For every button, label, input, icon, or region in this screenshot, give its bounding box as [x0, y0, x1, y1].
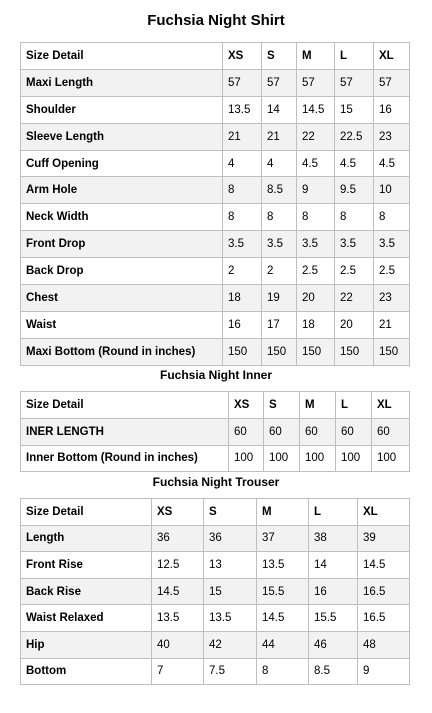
measurement-value: 8: [335, 204, 374, 231]
table-row: [21, 605, 410, 632]
measurement-label: INER LENGTH: [21, 418, 229, 445]
measurement-value: 8: [262, 204, 297, 231]
measurement-value: 21: [223, 123, 262, 150]
measurement-value: 150: [297, 338, 335, 365]
measurement-label: Maxi Length: [21, 69, 223, 96]
measurement-label: Inner Bottom (Round in inches): [21, 445, 229, 472]
measurement-value: 8: [223, 204, 262, 231]
measurement-value: 18: [223, 285, 262, 312]
measurement-value: 2: [223, 258, 262, 285]
measurement-value: 100: [372, 445, 410, 472]
measurement-value: 14.5: [358, 552, 410, 579]
measurement-value: 13.5: [223, 96, 262, 123]
measurement-value: 8.5: [262, 177, 297, 204]
size-column-header: XS: [152, 499, 204, 526]
measurement-value: 60: [229, 418, 264, 445]
measurement-value: 36: [152, 525, 204, 552]
measurement-value: 57: [262, 69, 297, 96]
measurement-value: 2.5: [374, 258, 410, 285]
measurement-value: 9: [297, 177, 335, 204]
table-row: [21, 69, 410, 96]
size-column-header: S: [264, 392, 300, 419]
table-row: [21, 150, 410, 177]
measurement-value: 2: [262, 258, 297, 285]
size-detail-header: Size Detail: [21, 43, 223, 70]
measurement-value: 2.5: [335, 258, 374, 285]
measurement-value: 13: [204, 552, 257, 579]
measurement-value: 4.5: [374, 150, 410, 177]
measurement-value: 23: [374, 285, 410, 312]
trouser-size-table: [20, 498, 410, 685]
measurement-value: 3.5: [262, 231, 297, 258]
measurement-value: 4: [262, 150, 297, 177]
size-column-header: S: [204, 499, 257, 526]
measurement-value: 7: [152, 658, 204, 685]
measurement-value: 23: [374, 123, 410, 150]
table-row: [21, 285, 410, 312]
size-column-header: XL: [374, 43, 410, 70]
size-detail-header: Size Detail: [21, 499, 152, 526]
table-row: [21, 631, 410, 658]
measurement-value: 8: [297, 204, 335, 231]
table-row: [21, 338, 410, 365]
measurement-value: 40: [152, 631, 204, 658]
size-column-header: M: [300, 392, 336, 419]
measurement-value: 8: [374, 204, 410, 231]
measurement-label: Sleeve Length: [21, 123, 223, 150]
measurement-value: 16: [223, 311, 262, 338]
measurement-value: 8: [257, 658, 309, 685]
measurement-value: 150: [223, 338, 262, 365]
measurement-value: 20: [297, 285, 335, 312]
measurement-value: 36: [204, 525, 257, 552]
measurement-label: Back Drop: [21, 258, 223, 285]
size-column-header: XL: [372, 392, 410, 419]
measurement-label: Back Rise: [21, 578, 152, 605]
inner-size-table: [20, 391, 410, 472]
measurement-value: 15: [204, 578, 257, 605]
measurement-value: 100: [229, 445, 264, 472]
measurement-value: 39: [358, 525, 410, 552]
measurement-label: Length: [21, 525, 152, 552]
measurement-value: 19: [262, 285, 297, 312]
measurement-value: 3.5: [335, 231, 374, 258]
measurement-label: Waist: [21, 311, 223, 338]
measurement-value: 18: [297, 311, 335, 338]
measurement-label: Maxi Bottom (Round in inches): [21, 338, 223, 365]
measurement-value: 21: [374, 311, 410, 338]
size-column-header: L: [335, 43, 374, 70]
measurement-value: 22: [335, 285, 374, 312]
measurement-label: Front Drop: [21, 231, 223, 258]
measurement-label: Cuff Opening: [21, 150, 223, 177]
measurement-value: 20: [335, 311, 374, 338]
measurement-value: 48: [358, 631, 410, 658]
measurement-label: Chest: [21, 285, 223, 312]
measurement-value: 15: [335, 96, 374, 123]
measurement-value: 13.5: [152, 605, 204, 632]
table-header-row: [21, 499, 410, 526]
measurement-value: 57: [223, 69, 262, 96]
measurement-value: 4.5: [297, 150, 335, 177]
measurement-value: 13.5: [257, 552, 309, 579]
measurement-value: 44: [257, 631, 309, 658]
trouser-size-chart-title: Fuchsia Night Trouser: [152, 475, 280, 489]
measurement-value: 14.5: [152, 578, 204, 605]
measurement-value: 16.5: [358, 605, 410, 632]
table-row: [21, 578, 410, 605]
table-row: [21, 177, 410, 204]
measurement-value: 16.5: [358, 578, 410, 605]
measurement-value: 3.5: [223, 231, 262, 258]
table-row: [21, 231, 410, 258]
measurement-value: 12.5: [152, 552, 204, 579]
measurement-value: 7.5: [204, 658, 257, 685]
measurement-value: 4.5: [335, 150, 374, 177]
measurement-value: 42: [204, 631, 257, 658]
measurement-value: 10: [374, 177, 410, 204]
measurement-value: 150: [262, 338, 297, 365]
measurement-value: 14.5: [257, 605, 309, 632]
measurement-value: 4: [223, 150, 262, 177]
measurement-value: 60: [372, 418, 410, 445]
measurement-value: 16: [374, 96, 410, 123]
measurement-value: 16: [309, 578, 358, 605]
measurement-value: 15.5: [309, 605, 358, 632]
measurement-value: 9.5: [335, 177, 374, 204]
table-row: [21, 258, 410, 285]
table-row: [21, 96, 410, 123]
measurement-value: 60: [336, 418, 372, 445]
measurement-value: 57: [335, 69, 374, 96]
measurement-label: Neck Width: [21, 204, 223, 231]
measurement-value: 8.5: [309, 658, 358, 685]
size-column-header: M: [257, 499, 309, 526]
measurement-label: Front Rise: [21, 552, 152, 579]
inner-size-chart-title: Fuchsia Night Inner: [159, 368, 272, 382]
table-row: [21, 123, 410, 150]
measurement-value: 14.5: [297, 96, 335, 123]
measurement-value: 9: [358, 658, 410, 685]
measurement-value: 14: [309, 552, 358, 579]
measurement-value: 3.5: [297, 231, 335, 258]
table-header-row: [21, 392, 410, 419]
measurement-value: 3.5: [374, 231, 410, 258]
measurement-label: Waist Relaxed: [21, 605, 152, 632]
measurement-value: 22: [297, 123, 335, 150]
measurement-value: 8: [223, 177, 262, 204]
shirt-size-table: [20, 42, 410, 366]
table-row: [21, 525, 410, 552]
measurement-value: 57: [374, 69, 410, 96]
measurement-value: 100: [300, 445, 336, 472]
table-header-row: [21, 43, 410, 70]
measurement-value: 150: [335, 338, 374, 365]
measurement-value: 22.5: [335, 123, 374, 150]
size-column-header: M: [297, 43, 335, 70]
measurement-value: 13.5: [204, 605, 257, 632]
size-column-header: XS: [223, 43, 262, 70]
size-column-header: L: [336, 392, 372, 419]
table-row: [21, 658, 410, 685]
measurement-label: Shoulder: [21, 96, 223, 123]
size-column-header: XS: [229, 392, 264, 419]
table-row: [21, 552, 410, 579]
table-row: [21, 311, 410, 338]
measurement-value: 57: [297, 69, 335, 96]
measurement-value: 37: [257, 525, 309, 552]
size-column-header: XL: [358, 499, 410, 526]
measurement-value: 150: [374, 338, 410, 365]
table-row: [21, 445, 410, 472]
measurement-value: 21: [262, 123, 297, 150]
measurement-value: 60: [264, 418, 300, 445]
measurement-value: 100: [264, 445, 300, 472]
table-row: [21, 204, 410, 231]
size-column-header: S: [262, 43, 297, 70]
measurement-label: Arm Hole: [21, 177, 223, 204]
measurement-label: Hip: [21, 631, 152, 658]
measurement-value: 17: [262, 311, 297, 338]
measurement-value: 38: [309, 525, 358, 552]
measurement-value: 15.5: [257, 578, 309, 605]
measurement-value: 2.5: [297, 258, 335, 285]
measurement-value: 60: [300, 418, 336, 445]
measurement-value: 100: [336, 445, 372, 472]
measurement-label: Bottom: [21, 658, 152, 685]
table-row: [21, 418, 410, 445]
size-detail-header: Size Detail: [21, 392, 229, 419]
size-column-header: L: [309, 499, 358, 526]
measurement-value: 46: [309, 631, 358, 658]
shirt-size-chart-title: Fuchsia Night Shirt: [147, 12, 285, 29]
measurement-value: 14: [262, 96, 297, 123]
